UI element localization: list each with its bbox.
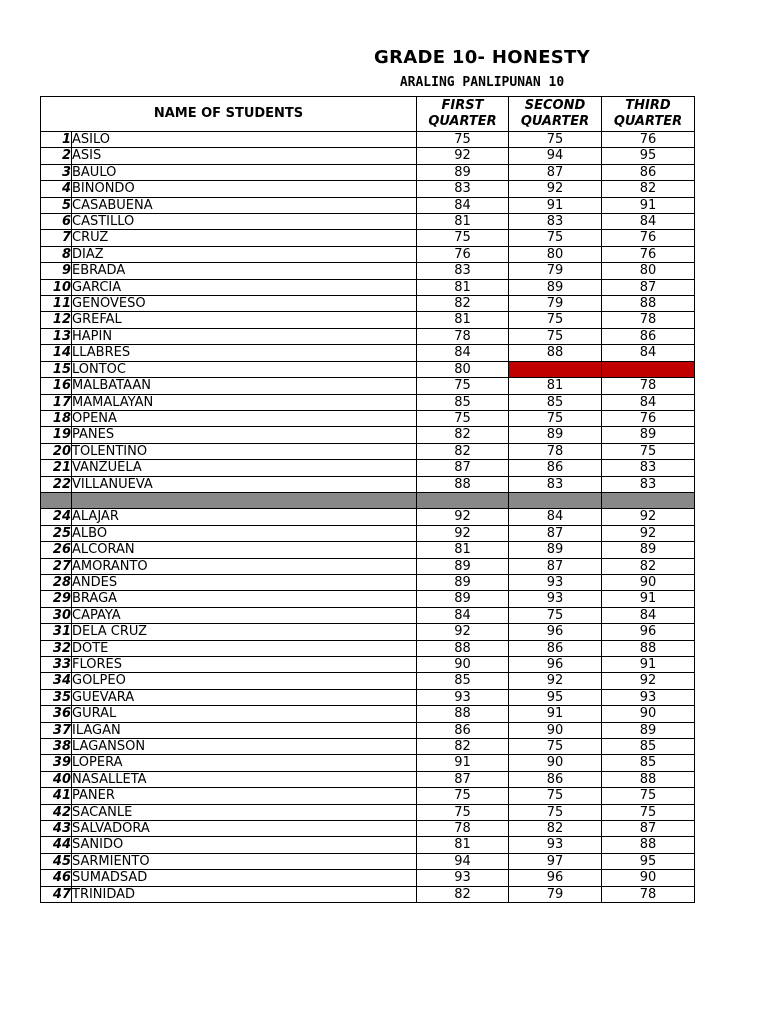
student-name: ANDES (72, 574, 417, 590)
third-quarter-grade: 75 (602, 788, 695, 804)
second-quarter-grade: 89 (509, 279, 602, 295)
student-name: ALBO (72, 525, 417, 541)
student-row (41, 378, 695, 394)
second-quarter-grade: 90 (509, 722, 602, 738)
student-number: 17 (41, 394, 72, 410)
second-quarter-grade: 78 (509, 443, 602, 459)
student-name: VILLANUEVA (72, 476, 417, 492)
student-row (41, 345, 695, 361)
student-number: 3 (41, 164, 72, 180)
separator-cell (509, 492, 602, 508)
second-quarter-grade: 75 (509, 739, 602, 755)
first-quarter-grade: 84 (417, 345, 509, 361)
third-quarter-grade: 76 (602, 410, 695, 426)
third-quarter-grade: 84 (602, 394, 695, 410)
student-row (41, 132, 695, 148)
third-quarter-grade: 76 (602, 230, 695, 246)
third-quarter-grade: 86 (602, 164, 695, 180)
third-quarter-grade: 87 (602, 821, 695, 837)
student-row (41, 148, 695, 164)
student-row (41, 328, 695, 344)
first-quarter-grade: 75 (417, 132, 509, 148)
third-quarter-grade: 90 (602, 574, 695, 590)
first-quarter-grade: 75 (417, 804, 509, 820)
first-quarter-grade: 94 (417, 853, 509, 869)
third-quarter-grade: 86 (602, 328, 695, 344)
second-quarter-grade: 88 (509, 345, 602, 361)
first-quarter-grade: 76 (417, 246, 509, 262)
student-number: 15 (41, 361, 72, 377)
first-quarter-grade: 88 (417, 640, 509, 656)
student-number: 45 (41, 853, 72, 869)
third-quarter-grade: 78 (602, 312, 695, 328)
student-number: 38 (41, 739, 72, 755)
second-quarter-grade: 75 (509, 788, 602, 804)
third-quarter-grade: 91 (602, 591, 695, 607)
third-quarter-grade: 84 (602, 607, 695, 623)
student-name: CASTILLO (72, 214, 417, 230)
second-quarter-grade: 89 (509, 542, 602, 558)
student-name: PANES (72, 427, 417, 443)
first-quarter-grade: 89 (417, 574, 509, 590)
first-quarter-grade: 88 (417, 706, 509, 722)
header-second-quarter (509, 97, 602, 132)
student-name: BINONDO (72, 181, 417, 197)
second-quarter-grade: 79 (509, 263, 602, 279)
third-quarter-grade: 88 (602, 296, 695, 312)
student-name: ALAJAR (72, 509, 417, 525)
second-quarter-grade: 96 (509, 870, 602, 886)
student-row (41, 410, 695, 426)
third-quarter-grade: 90 (602, 870, 695, 886)
second-quarter-grade: 93 (509, 574, 602, 590)
student-row (41, 476, 695, 492)
student-name: DELA CRUZ (72, 624, 417, 640)
first-quarter-grade: 75 (417, 410, 509, 426)
second-quarter-grade: 86 (509, 640, 602, 656)
third-quarter-grade: 84 (602, 214, 695, 230)
first-quarter-grade: 93 (417, 689, 509, 705)
student-name: FLORES (72, 656, 417, 672)
student-row (41, 214, 695, 230)
third-quarter-grade: 75 (602, 443, 695, 459)
header-second-quarter-line1: SECOND (524, 98, 586, 113)
student-number: 11 (41, 296, 72, 312)
student-row (41, 246, 695, 262)
student-row (41, 230, 695, 246)
second-quarter-grade: 92 (509, 181, 602, 197)
first-quarter-grade: 93 (417, 870, 509, 886)
third-quarter-grade: 95 (602, 148, 695, 164)
student-number: 24 (41, 509, 72, 525)
student-row (41, 460, 695, 476)
first-quarter-grade: 75 (417, 230, 509, 246)
student-number: 37 (41, 722, 72, 738)
student-number: 25 (41, 525, 72, 541)
student-name: LOPERA (72, 755, 417, 771)
first-quarter-grade: 89 (417, 164, 509, 180)
student-name: ASIS (72, 148, 417, 164)
student-number: 43 (41, 821, 72, 837)
student-name: CAPAYA (72, 607, 417, 623)
first-quarter-grade: 89 (417, 558, 509, 574)
student-name: DOTE (72, 640, 417, 656)
student-row (41, 788, 695, 804)
first-quarter-grade: 83 (417, 181, 509, 197)
student-name: SALVADORA (72, 821, 417, 837)
student-name: GOLPEO (72, 673, 417, 689)
student-row (41, 607, 695, 623)
second-quarter-grade: 81 (509, 378, 602, 394)
third-quarter-grade: 89 (602, 722, 695, 738)
third-quarter-grade: 78 (602, 886, 695, 902)
second-quarter-grade: 87 (509, 558, 602, 574)
student-row (41, 394, 695, 410)
second-quarter-grade: 75 (509, 312, 602, 328)
second-quarter-grade: 79 (509, 296, 602, 312)
header-first-quarter (417, 97, 509, 132)
student-row (41, 804, 695, 820)
student-number: 29 (41, 591, 72, 607)
third-quarter-grade: 80 (602, 263, 695, 279)
second-quarter-grade: 83 (509, 214, 602, 230)
student-name: MALBATAAN (72, 378, 417, 394)
student-number: 21 (41, 460, 72, 476)
first-quarter-grade: 80 (417, 361, 509, 377)
second-quarter-grade: 93 (509, 837, 602, 853)
second-quarter-grade: 83 (509, 476, 602, 492)
third-quarter-grade: 75 (602, 804, 695, 820)
page-title: GRADE 10- HONESTY (374, 47, 590, 68)
student-number: 19 (41, 427, 72, 443)
first-quarter-grade: 92 (417, 624, 509, 640)
second-quarter-grade: 94 (509, 148, 602, 164)
first-quarter-grade: 78 (417, 821, 509, 837)
student-number: 1 (41, 132, 72, 148)
first-quarter-grade: 75 (417, 788, 509, 804)
third-quarter-grade: 85 (602, 755, 695, 771)
student-row (41, 542, 695, 558)
second-quarter-grade-missing (509, 361, 602, 377)
header-first-quarter-line1: FIRST (441, 98, 484, 113)
student-number: 32 (41, 640, 72, 656)
student-row (41, 722, 695, 738)
student-name: TRINIDAD (72, 886, 417, 902)
student-row (41, 181, 695, 197)
third-quarter-grade: 76 (602, 132, 695, 148)
page-subtitle: ARALING PANLIPUNAN 10 (399, 75, 565, 90)
third-quarter-grade: 85 (602, 739, 695, 755)
student-name: HAPIN (72, 328, 417, 344)
student-row (41, 525, 695, 541)
student-row (41, 755, 695, 771)
third-quarter-grade: 78 (602, 378, 695, 394)
separator-cell (417, 492, 509, 508)
student-number: 4 (41, 181, 72, 197)
student-row (41, 624, 695, 640)
first-quarter-grade: 87 (417, 460, 509, 476)
student-number: 13 (41, 328, 72, 344)
student-row (41, 689, 695, 705)
student-number: 22 (41, 476, 72, 492)
student-row (41, 443, 695, 459)
student-row (41, 312, 695, 328)
second-quarter-grade: 75 (509, 230, 602, 246)
second-quarter-grade: 92 (509, 673, 602, 689)
header-third-quarter-line2: QUARTER (613, 114, 683, 129)
first-quarter-grade: 91 (417, 755, 509, 771)
student-row (41, 821, 695, 837)
first-quarter-grade: 85 (417, 394, 509, 410)
student-name: GURAL (72, 706, 417, 722)
second-quarter-grade: 75 (509, 804, 602, 820)
student-name: LLABRES (72, 345, 417, 361)
student-name: SARMIENTO (72, 853, 417, 869)
header-third-quarter (602, 97, 695, 132)
student-row (41, 739, 695, 755)
student-row (41, 427, 695, 443)
student-name: LAGANSON (72, 739, 417, 755)
third-quarter-grade: 89 (602, 427, 695, 443)
student-number: 40 (41, 771, 72, 787)
student-number: 28 (41, 574, 72, 590)
student-number: 44 (41, 837, 72, 853)
first-quarter-grade: 82 (417, 296, 509, 312)
student-name: AMORANTO (72, 558, 417, 574)
student-name: GUEVARA (72, 689, 417, 705)
student-name: SACANLE (72, 804, 417, 820)
student-row (41, 771, 695, 787)
student-name: BRAGA (72, 591, 417, 607)
student-name: ASILO (72, 132, 417, 148)
grade-rows (41, 132, 695, 903)
header-third-quarter-line1: THIRD (625, 98, 671, 113)
second-quarter-grade: 75 (509, 607, 602, 623)
first-quarter-grade: 82 (417, 886, 509, 902)
student-row (41, 870, 695, 886)
third-quarter-grade: 88 (602, 837, 695, 853)
student-row (41, 296, 695, 312)
grades-table (40, 96, 695, 903)
second-quarter-grade: 84 (509, 509, 602, 525)
separator-cell (41, 492, 72, 508)
first-quarter-grade: 81 (417, 312, 509, 328)
third-quarter-grade: 95 (602, 853, 695, 869)
student-number: 41 (41, 788, 72, 804)
second-quarter-grade: 75 (509, 132, 602, 148)
first-quarter-grade: 82 (417, 427, 509, 443)
student-number: 39 (41, 755, 72, 771)
student-number: 34 (41, 673, 72, 689)
student-row (41, 591, 695, 607)
first-quarter-grade: 84 (417, 607, 509, 623)
third-quarter-grade: 92 (602, 509, 695, 525)
student-number: 14 (41, 345, 72, 361)
student-number: 7 (41, 230, 72, 246)
student-name: DIAZ (72, 246, 417, 262)
student-name: LONTOC (72, 361, 417, 377)
second-quarter-grade: 91 (509, 706, 602, 722)
student-number: 42 (41, 804, 72, 820)
student-name: SANIDO (72, 837, 417, 853)
second-quarter-grade: 80 (509, 246, 602, 262)
second-quarter-grade: 79 (509, 886, 602, 902)
student-row (41, 263, 695, 279)
student-name: BAULO (72, 164, 417, 180)
student-row (41, 706, 695, 722)
second-quarter-grade: 87 (509, 164, 602, 180)
second-quarter-grade: 89 (509, 427, 602, 443)
student-name: EBRADA (72, 263, 417, 279)
third-quarter-grade: 87 (602, 279, 695, 295)
third-quarter-grade: 92 (602, 673, 695, 689)
student-row (41, 361, 695, 377)
first-quarter-grade: 86 (417, 722, 509, 738)
second-quarter-grade: 91 (509, 197, 602, 213)
student-number: 20 (41, 443, 72, 459)
second-quarter-grade: 95 (509, 689, 602, 705)
first-quarter-grade: 92 (417, 525, 509, 541)
student-number: 31 (41, 624, 72, 640)
first-quarter-grade: 90 (417, 656, 509, 672)
third-quarter-grade: 76 (602, 246, 695, 262)
third-quarter-grade: 90 (602, 706, 695, 722)
student-name: CRUZ (72, 230, 417, 246)
student-name: MAMALAYAN (72, 394, 417, 410)
student-number: 33 (41, 656, 72, 672)
student-name: ILAGAN (72, 722, 417, 738)
student-name: VANZUELA (72, 460, 417, 476)
student-row (41, 197, 695, 213)
third-quarter-grade: 92 (602, 525, 695, 541)
first-quarter-grade: 84 (417, 197, 509, 213)
first-quarter-grade: 78 (417, 328, 509, 344)
student-number: 5 (41, 197, 72, 213)
third-quarter-grade: 89 (602, 542, 695, 558)
student-row (41, 640, 695, 656)
second-quarter-grade: 86 (509, 460, 602, 476)
first-quarter-grade: 89 (417, 591, 509, 607)
separator-row (41, 492, 695, 508)
student-number: 26 (41, 542, 72, 558)
first-quarter-grade: 85 (417, 673, 509, 689)
third-quarter-grade: 91 (602, 656, 695, 672)
student-row (41, 574, 695, 590)
student-number: 6 (41, 214, 72, 230)
first-quarter-grade: 83 (417, 263, 509, 279)
student-row (41, 656, 695, 672)
second-quarter-grade: 85 (509, 394, 602, 410)
first-quarter-grade: 81 (417, 279, 509, 295)
first-quarter-grade: 82 (417, 443, 509, 459)
student-number: 8 (41, 246, 72, 262)
third-quarter-grade: 82 (602, 181, 695, 197)
second-quarter-grade: 93 (509, 591, 602, 607)
student-number: 36 (41, 706, 72, 722)
student-name: ALCORAN (72, 542, 417, 558)
header-row (41, 97, 695, 132)
first-quarter-grade: 88 (417, 476, 509, 492)
second-quarter-grade: 96 (509, 656, 602, 672)
student-number: 2 (41, 148, 72, 164)
third-quarter-grade: 84 (602, 345, 695, 361)
first-quarter-grade: 87 (417, 771, 509, 787)
student-row (41, 164, 695, 180)
second-quarter-grade: 96 (509, 624, 602, 640)
student-name: CASABUENA (72, 197, 417, 213)
separator-cell (72, 492, 417, 508)
student-name: PANER (72, 788, 417, 804)
third-quarter-grade: 96 (602, 624, 695, 640)
header-second-quarter-line2: QUARTER (520, 114, 590, 129)
student-row (41, 279, 695, 295)
second-quarter-grade: 86 (509, 771, 602, 787)
student-row (41, 886, 695, 902)
student-number: 18 (41, 410, 72, 426)
third-quarter-grade: 88 (602, 771, 695, 787)
student-row (41, 853, 695, 869)
first-quarter-grade: 92 (417, 509, 509, 525)
second-quarter-grade: 90 (509, 755, 602, 771)
student-name: GARCIA (72, 279, 417, 295)
first-quarter-grade: 81 (417, 542, 509, 558)
student-number: 47 (41, 886, 72, 902)
student-name: NASALLETA (72, 771, 417, 787)
first-quarter-grade: 92 (417, 148, 509, 164)
third-quarter-grade: 91 (602, 197, 695, 213)
header-name-of-students: NAME OF STUDENTS (41, 97, 417, 132)
student-row (41, 673, 695, 689)
student-name: GENOVESO (72, 296, 417, 312)
second-quarter-grade: 75 (509, 410, 602, 426)
first-quarter-grade: 81 (417, 214, 509, 230)
student-number: 46 (41, 870, 72, 886)
third-quarter-grade: 83 (602, 460, 695, 476)
second-quarter-grade: 97 (509, 853, 602, 869)
third-quarter-grade: 93 (602, 689, 695, 705)
third-quarter-grade: 83 (602, 476, 695, 492)
second-quarter-grade: 75 (509, 328, 602, 344)
third-quarter-grade: 82 (602, 558, 695, 574)
first-quarter-grade: 82 (417, 739, 509, 755)
student-number: 16 (41, 378, 72, 394)
student-number: 35 (41, 689, 72, 705)
student-number: 30 (41, 607, 72, 623)
second-quarter-grade: 82 (509, 821, 602, 837)
first-quarter-grade: 75 (417, 378, 509, 394)
first-quarter-grade: 81 (417, 837, 509, 853)
second-quarter-grade: 87 (509, 525, 602, 541)
header-first-quarter-line2: QUARTER (428, 114, 497, 129)
third-quarter-grade: 88 (602, 640, 695, 656)
student-number: 9 (41, 263, 72, 279)
student-name: TOLENTINO (72, 443, 417, 459)
student-number: 27 (41, 558, 72, 574)
student-number: 12 (41, 312, 72, 328)
student-row (41, 509, 695, 525)
student-name: SUMADSAD (72, 870, 417, 886)
separator-cell (602, 492, 695, 508)
student-row (41, 837, 695, 853)
third-quarter-grade-missing (602, 361, 695, 377)
student-name: OPENA (72, 410, 417, 426)
student-name: GREFAL (72, 312, 417, 328)
student-number: 10 (41, 279, 72, 295)
student-row (41, 558, 695, 574)
